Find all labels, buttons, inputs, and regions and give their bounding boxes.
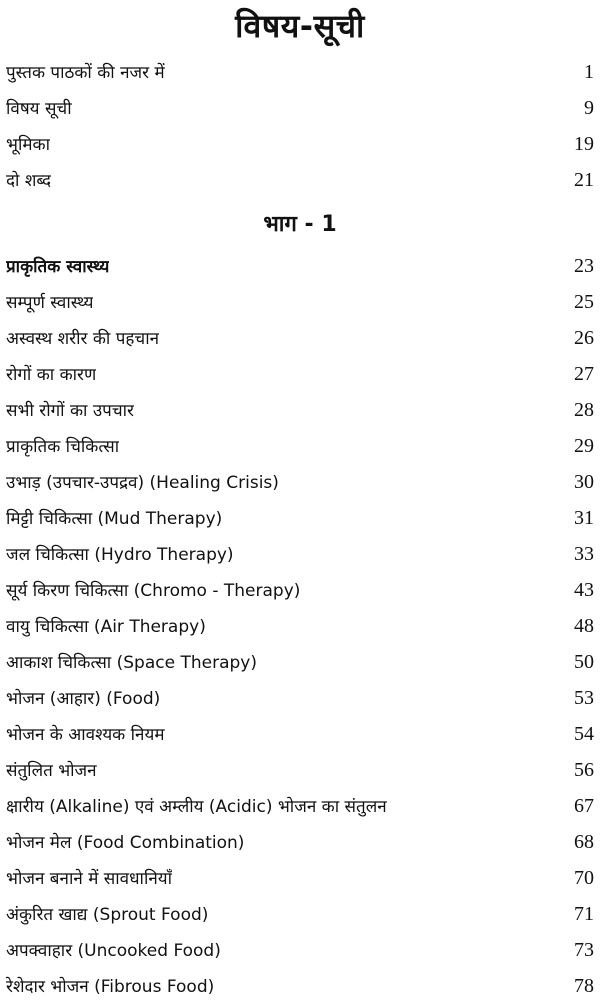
toc-entry-title: अपक्वाहार (Uncooked Food): [6, 941, 221, 961]
toc-entry-page-number: 33: [574, 543, 594, 565]
toc-entry-page-number: 50: [574, 651, 594, 673]
toc-entry-page-number: 78: [574, 975, 594, 997]
toc-entry-title: क्षारीय (Alkaline) एवं अम्लीय (Acidic) भोजन का संतुलन: [6, 797, 387, 817]
toc-entry-title: दो शब्द: [6, 171, 52, 191]
part-entries-list: [6, 248, 594, 1004]
toc-entry: [6, 162, 594, 198]
toc-entry-page-number: 28: [574, 399, 594, 421]
toc-entry-title: संतुलित भोजन: [6, 761, 97, 781]
toc-entry-page-number: 31: [574, 507, 594, 529]
toc-entry-title: भोजन के आवश्यक नियम: [6, 725, 165, 745]
toc-entry-title: विषय सूची: [6, 99, 72, 119]
toc-entry: [6, 284, 594, 320]
toc-entry-title: प्राकृतिक स्वास्थ्य: [6, 257, 110, 277]
toc-entry: [6, 428, 594, 464]
toc-entry-page-number: 53: [574, 687, 594, 709]
toc-entry-page-number: 73: [574, 939, 594, 961]
toc-entry-page-number: 25: [574, 291, 594, 313]
toc-entry-page-number: 23: [574, 255, 594, 277]
toc-entry: [6, 356, 594, 392]
page-title: विषय-सूची: [235, 7, 365, 45]
toc-entry-page-number: 27: [574, 363, 594, 385]
toc-entry: [6, 716, 594, 752]
toc-entry-page-number: 21: [574, 169, 594, 191]
toc-entry-page-number: 67: [574, 795, 594, 817]
toc-entry-title: रेशेदार भोजन (Fibrous Food): [6, 977, 215, 997]
toc-entry-page-number: 54: [574, 723, 594, 745]
toc-entry: [6, 90, 594, 126]
toc-entry: [6, 572, 594, 608]
toc-entry-title: सम्पूर्ण स्वास्थ्य: [6, 293, 94, 313]
toc-entry: [6, 464, 594, 500]
toc-entry: [6, 968, 594, 1004]
toc-entry-title: अंकुरित खाद्य (Sprout Food): [6, 905, 209, 925]
toc-entry: [6, 644, 594, 680]
toc-entry-title: जल चिकित्सा (Hydro Therapy): [6, 545, 234, 565]
toc-entry: [6, 932, 594, 968]
toc-entry-title: उभाड़ (उपचार-उपद्रव) (Healing Crisis): [6, 473, 279, 493]
toc-entry: [6, 248, 594, 284]
front-matter-list: [6, 54, 594, 198]
toc-entry: [6, 896, 594, 932]
toc-entry: [6, 752, 594, 788]
toc-entry-page-number: 29: [574, 435, 594, 457]
toc-entry-title: भोजन (आहार) (Food): [6, 689, 161, 709]
toc-entry: [6, 320, 594, 356]
toc-entry-page-number: 68: [574, 831, 594, 853]
toc-entry-page-number: 26: [574, 327, 594, 349]
toc-entry-title: सभी रोगों का उपचार: [6, 401, 134, 421]
toc-entry: [6, 680, 594, 716]
toc-entry-title: वायु चिकित्सा (Air Therapy): [6, 617, 206, 637]
toc-entry-page-number: 48: [574, 615, 594, 637]
toc-entry-title: प्राकृतिक चिकित्सा: [6, 437, 120, 457]
toc-entry: [6, 860, 594, 896]
toc-entry: [6, 392, 594, 428]
toc-entry: [6, 126, 594, 162]
toc-entry-title: पुस्तक पाठकों की नजर में: [6, 63, 165, 83]
toc-entry: [6, 608, 594, 644]
toc-entry-page-number: 9: [584, 97, 594, 119]
toc-entry-title: रोगों का कारण: [6, 365, 97, 385]
toc-entry: [6, 54, 594, 90]
toc-entry-page-number: 1: [584, 61, 594, 83]
toc-entry-page-number: 30: [574, 471, 594, 493]
toc-entry-page-number: 56: [574, 759, 594, 781]
toc-entry: [6, 500, 594, 536]
toc-entry-page-number: 71: [574, 903, 594, 925]
toc-entry-title: मिट्टी चिकित्सा (Mud Therapy): [6, 509, 223, 529]
toc-entry-title: सूर्य किरण चिकित्सा (Chromo - Therapy): [6, 581, 301, 601]
toc-entry: [6, 824, 594, 860]
toc-entry: [6, 788, 594, 824]
toc-entry-page-number: 70: [574, 867, 594, 889]
toc-entry-page-number: 19: [574, 133, 594, 155]
toc-entry-page-number: 43: [574, 579, 594, 601]
toc-entry: [6, 536, 594, 572]
toc-entry-title: भोजन मेल (Food Combination): [6, 833, 245, 853]
toc-entry-title: अस्वस्थ शरीर की पहचान: [6, 329, 160, 349]
toc-entry-title: भोजन बनाने में सावधानियाँ: [6, 869, 173, 889]
toc-entry-title: भूमिका: [6, 135, 50, 155]
toc-entry-title: आकाश चिकित्सा (Space Therapy): [6, 653, 257, 673]
part-heading: भाग - 1: [263, 212, 337, 237]
